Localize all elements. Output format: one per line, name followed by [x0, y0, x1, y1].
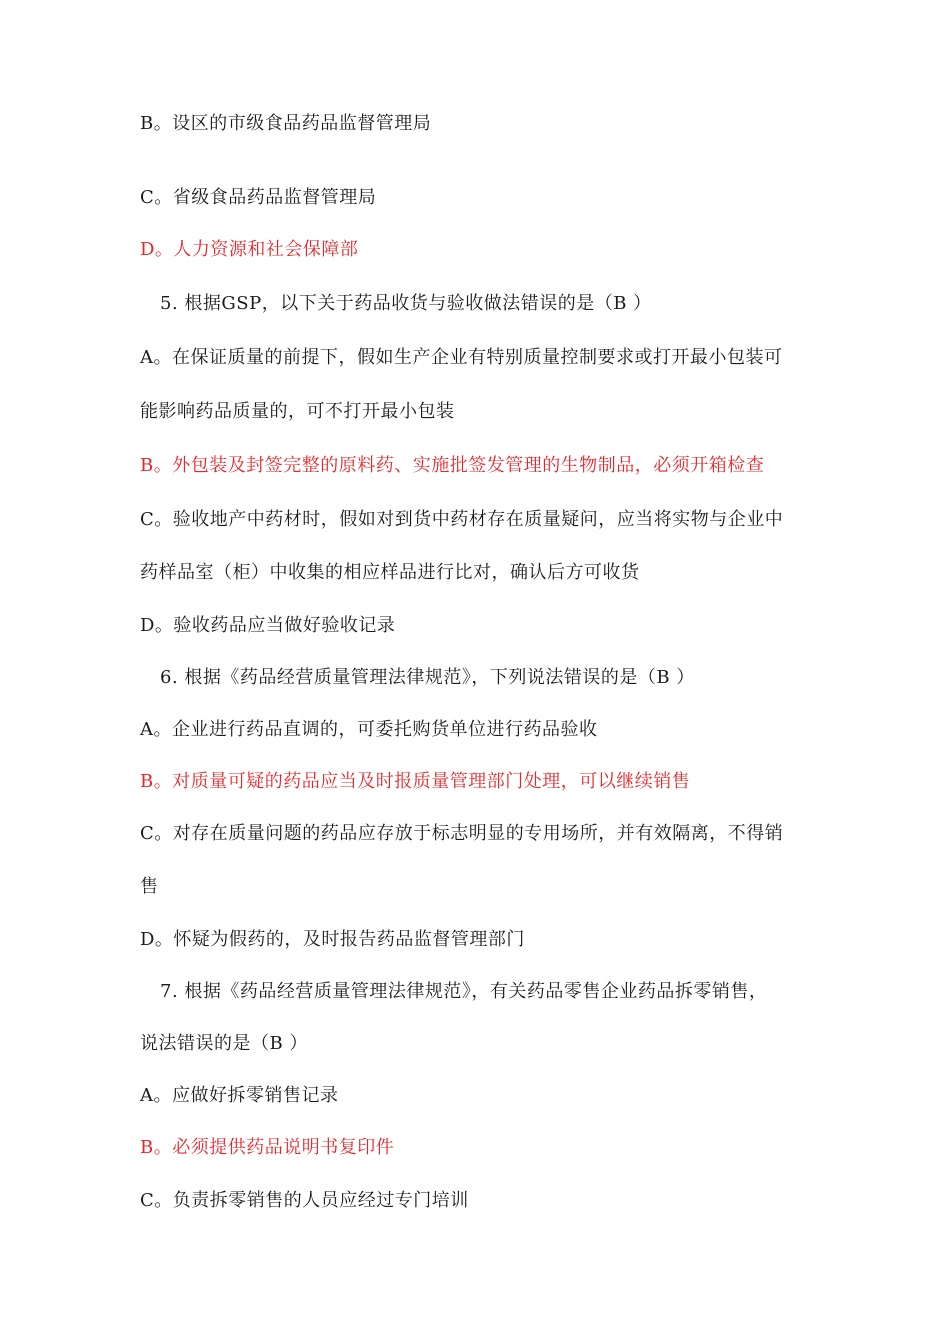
option-c-text: C。负责拆零销售的人员应经过专门培训: [140, 1190, 469, 1211]
correct-answer-b-text: B。必须提供药品说明书复印件: [140, 1137, 395, 1158]
option-c-text: C。省级食品药品监督管理局: [140, 187, 377, 208]
option-b-text: B。设区的市级食品药品监督管理局: [140, 113, 432, 134]
question-7-text-line2: 说法错误的是（B ）: [140, 1033, 308, 1054]
option-c-text-line1: C。对存在质量问题的药品应存放于标志明显的专用场所，并有效隔离，不得销: [140, 823, 784, 844]
correct-answer-b-text: B。对质量可疑的药品应当及时报质量管理部门处理，可以继续销售: [140, 771, 691, 792]
option-c-text-line1: C。验收地产中药材时，假如对到货中药材存在质量疑问，应当将实物与企业中: [140, 509, 784, 530]
option-c-text-line2: 售: [140, 876, 159, 897]
option-a-text-line2: 能影响药品质量的，可不打开最小包装: [140, 401, 455, 422]
option-a-text-line1: A。在保证质量的前提下，假如生产企业有特别质量控制要求或打开最小包装可: [140, 347, 783, 368]
option-d-text: D。怀疑为假药的，及时报告药品监督管理部门: [140, 929, 525, 950]
question-5-text: 5. 根据GSP，以下关于药品收货与验收做法错误的是（B ）: [160, 293, 652, 314]
correct-answer-d-text: D。人力资源和社会保障部: [140, 239, 359, 260]
correct-answer-b-text: B。外包装及封签完整的原料药、实施批签发管理的生物制品，必须开箱检查: [140, 455, 765, 476]
question-7-text-line1: 7. 根据《药品经营质量管理法律规范》，有关药品零售企业药品拆零销售，: [160, 981, 768, 1002]
option-c-text-line2: 药样品室（柜）中收集的相应样品进行比对，确认后方可收货: [140, 562, 640, 583]
option-d-text: D。验收药品应当做好验收记录: [140, 615, 396, 636]
option-a-text: A。企业进行药品直调的，可委托购货单位进行药品验收: [140, 719, 598, 740]
option-a-text: A。应做好拆零销售记录: [140, 1085, 339, 1106]
question-6-text: 6. 根据《药品经营质量管理法律规范》，下列说法错误的是（B ）: [160, 667, 695, 688]
